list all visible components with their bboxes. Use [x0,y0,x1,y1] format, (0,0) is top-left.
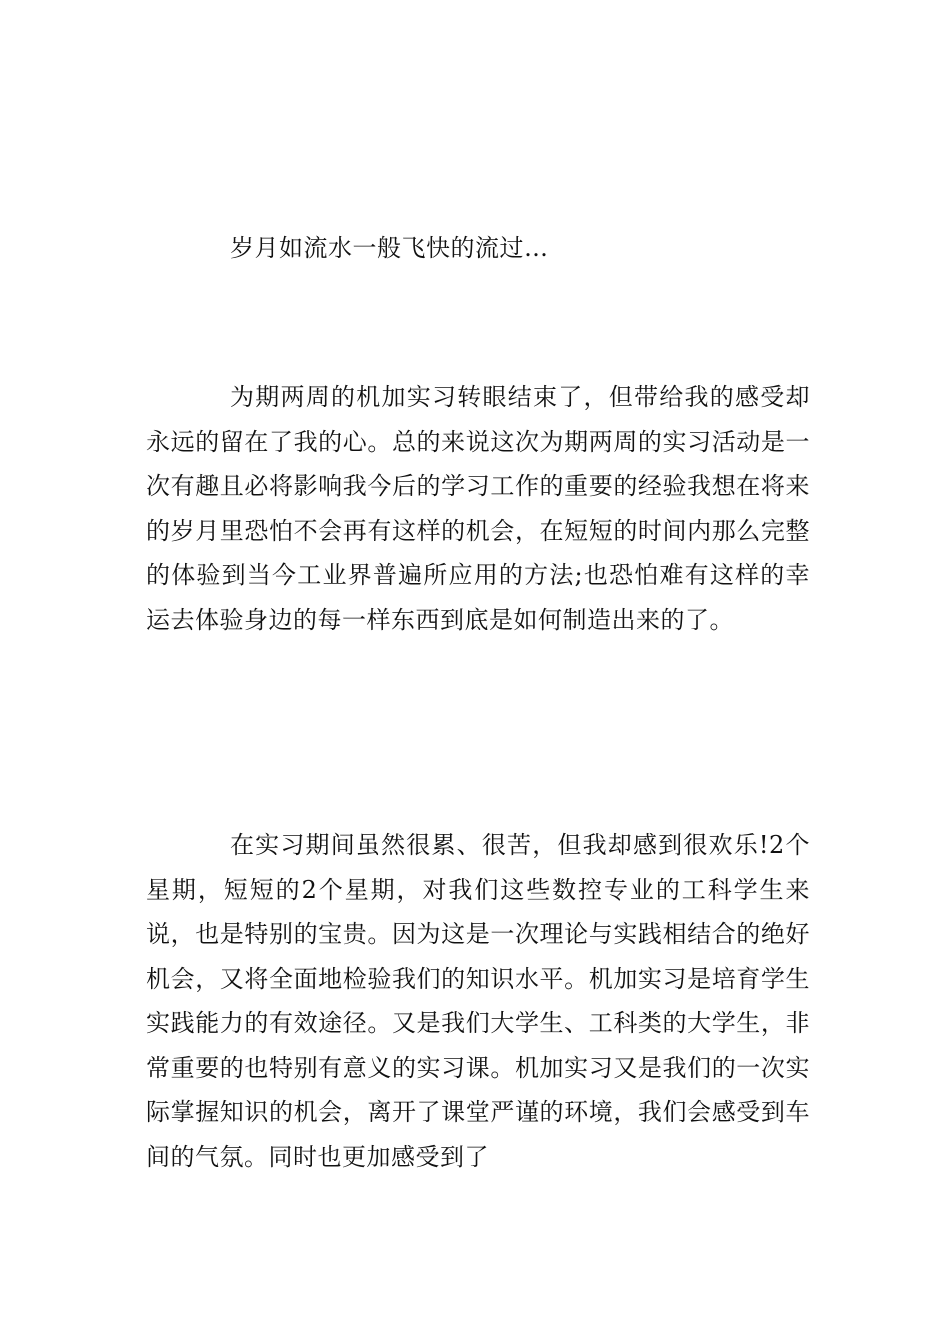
paragraph-intro: 岁月如流水一般飞快的流过… [230,234,549,262]
paragraph-internship-experience: 在实习期间虽然很累、很苦，但我却感到很欢乐!2个星期，短短的2个星期，对我们这些数控专业的工科学生来说，也是特别的宝贵。因为这是一次理论与实践相结合的绝好机会，又将全面地检验我们的知识水平。机加实习是培育学生实践能力的有效途径。又是我们大学生、工科类的大学生，非常重要的也特别有意义的实习课。机加实习又是我们的一次实际掌握知识的机会，离开了课堂严谨的环境，我们会感受到车间的气氛。同时也更加感受到了 [146,831,810,1171]
paragraph-internship-summary: 为期两周的机加实习转眼结束了，但带给我的感受却永远的留在了我的心。总的来说这次为期两周的实习活动是一次有趣且必将影响我今后的学习工作的重要的经验我想在将来的岁月里恐怕不会再有这样的机会，在短短的时间内那么完整的体验到当今工业界普遍所应用的方法;也恐怕难有这样的幸运去体验身边的每一样东西到底是如何制造出来的了。 [146,383,810,634]
